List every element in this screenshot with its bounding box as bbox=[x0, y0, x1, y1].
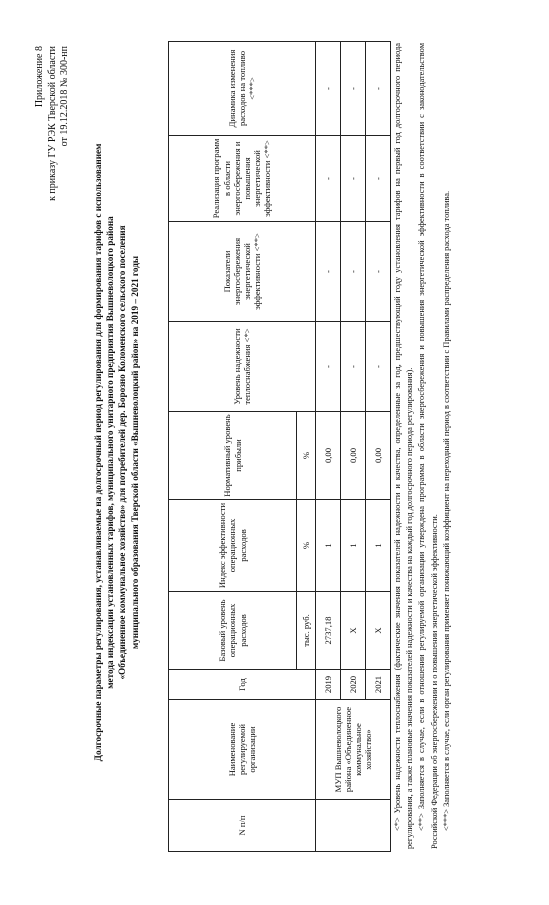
cell-num bbox=[316, 800, 391, 852]
cell-base: 2737,18 bbox=[316, 592, 341, 670]
cell-base: X bbox=[341, 592, 366, 670]
header-org: Наименование регулируемой организации bbox=[169, 700, 316, 800]
footnote-2: <**> Заполняется в случае, если в отношении регулируемой организации утверждена программа в области энергосбережения и повышения энергетической эффективности в соответствии с законодательством Российской Федерации об энергосбережении и о повышении энергетической эффективности. bbox=[417, 43, 439, 849]
table-header-row bbox=[169, 42, 297, 852]
appendix-date: от 19.12.2018 № 300-нп bbox=[59, 46, 70, 147]
header-profit: Нормативный уровень прибыли bbox=[169, 412, 297, 500]
cell-year: 2019 bbox=[316, 670, 341, 700]
cell-fuel: - bbox=[316, 42, 341, 136]
header-reliability: Уровень надежности теплоснабжения <*> bbox=[169, 322, 316, 412]
unit-index: % bbox=[297, 500, 316, 592]
header-year: Год bbox=[169, 670, 316, 700]
cell-profit: 0,00 bbox=[316, 412, 341, 500]
cell-profit: 0,00 bbox=[366, 412, 391, 500]
unit-base: тыс. руб. bbox=[297, 592, 316, 670]
cell-reliability: - bbox=[341, 322, 366, 412]
cell-program: - bbox=[316, 136, 341, 222]
cell-fuel: - bbox=[341, 42, 366, 136]
cell-profit: 0,00 bbox=[341, 412, 366, 500]
table-row bbox=[316, 42, 341, 852]
document-title bbox=[92, 80, 141, 825]
title-line-1: Долгосрочные параметры регулирования, устанавливаемые на долгосрочный период регулирования для формирования тарифов с использованием bbox=[93, 143, 103, 762]
title-line-3: «Объединенное коммунальное хозяйство» для потребителей дер. Борозно Коломенского сельского поселения bbox=[117, 225, 128, 680]
cell-index: 1 bbox=[316, 500, 341, 592]
appendix-order: к приказу ГУ РЭК Тверской области bbox=[46, 46, 58, 201]
title-line-2: метода индексации установленных тарифов, муниципального унитарного предприятия Вышневолоцкого района bbox=[105, 216, 116, 689]
cell-index: 1 bbox=[341, 500, 366, 592]
cell-fuel: - bbox=[366, 42, 391, 136]
header-fuel: Динамика изменения расходов на топливо <***> bbox=[169, 42, 316, 136]
header-num: N п/п bbox=[169, 800, 316, 852]
cell-index: 1 bbox=[366, 500, 391, 592]
footnote-1: <*> Уровень надежности теплоснабжения (фактические значения показателей надежности и качества, определенные за год, предшествующий году установления тарифов на первый год долгосрочного периода регулирования, а также плановые значения показателей надежности и качества на каждый год долгосрочного периода регулирования). bbox=[393, 43, 415, 849]
appendix-block bbox=[34, 46, 72, 201]
cell-reliability: - bbox=[366, 322, 391, 412]
unit-profit: % bbox=[297, 412, 316, 500]
appendix-number: Приложение 8 bbox=[34, 46, 45, 108]
cell-program: - bbox=[366, 136, 391, 222]
title-line-4: муниципального образования Тверской области «Вышневолоцкий район» на 2019 – 2021 годы bbox=[129, 255, 140, 650]
cell-reliability: - bbox=[316, 322, 341, 412]
header-energy: Показатели энергосбережения энергетической эффективности <**> bbox=[169, 222, 316, 322]
parameters-table bbox=[168, 41, 391, 852]
cell-energy: - bbox=[316, 222, 341, 322]
cell-energy: - bbox=[366, 222, 391, 322]
cell-energy: - bbox=[341, 222, 366, 322]
header-program: Реализация программ в области энергосбережения и повышения энергетической эффективности <**> bbox=[169, 136, 316, 222]
cell-year: 2021 bbox=[366, 670, 391, 700]
cell-program: - bbox=[341, 136, 366, 222]
header-index: Индекс эффективности операционных расходов bbox=[169, 500, 297, 592]
cell-org-name: МУП Вышневолоцкого района «Объединенное коммунальное хозяйство» bbox=[316, 700, 391, 800]
cell-base: X bbox=[366, 592, 391, 670]
header-base: Базовый уровень операционных расходов bbox=[169, 592, 297, 670]
footnote-3: <***> Заполняется в случае, если орган регулирования применяет понижающий коэффициент на переходный период в соответствии с Правилами распределения расхода топлива. bbox=[441, 190, 451, 831]
cell-year: 2020 bbox=[341, 670, 366, 700]
footnotes bbox=[392, 43, 453, 849]
